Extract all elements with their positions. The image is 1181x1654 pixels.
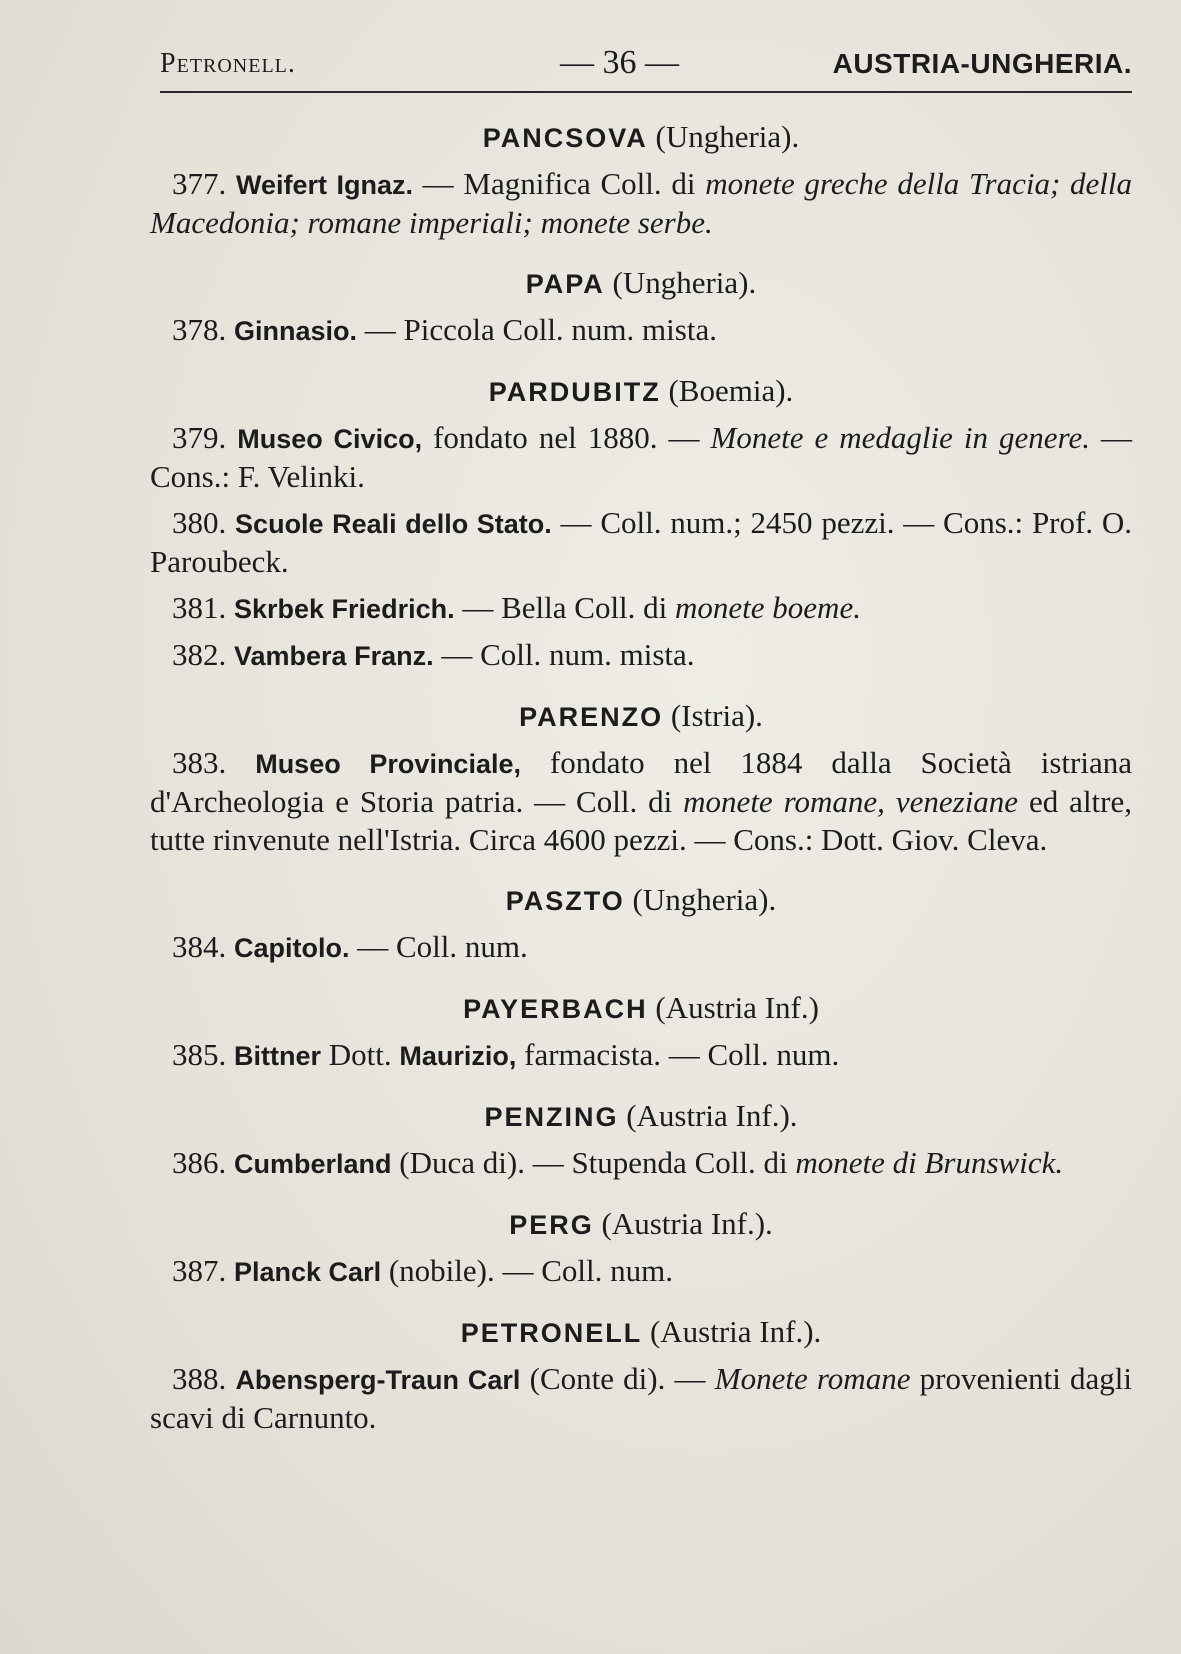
place-name: PARDUBITZ xyxy=(488,377,661,407)
entry-name: Maurizio, xyxy=(399,1041,517,1071)
place-heading xyxy=(150,118,1132,157)
place-region: (Istria). xyxy=(670,698,763,733)
place-name: PERG xyxy=(509,1210,594,1240)
entry-name: Abensperg-Traun Carl xyxy=(235,1365,521,1395)
catalog-entry xyxy=(150,744,1132,859)
entry-name: Scuole Reali dello Stato. xyxy=(235,509,552,539)
place-heading xyxy=(150,1205,1132,1244)
entry-text: — Magnifica Coll. di xyxy=(412,166,706,201)
entry-number: 386. xyxy=(172,1145,227,1180)
entry-name: Skrbek Friedrich. xyxy=(234,594,455,624)
entry-name: Museo Provinciale, xyxy=(255,749,521,779)
entry-text: (Conte di). — xyxy=(520,1361,715,1396)
entry-name: Ginnasio. xyxy=(234,316,358,346)
entry-italic: monete boeme. xyxy=(675,590,861,625)
catalog-entry xyxy=(150,504,1132,581)
entry-text: farmacista. — Coll. num. xyxy=(516,1037,840,1072)
entry-number: 387. xyxy=(172,1253,227,1288)
catalog-entry xyxy=(150,928,1132,967)
entry-name: Weifert Ignaz. xyxy=(235,170,413,200)
entry-number: 384. xyxy=(172,929,227,964)
entry-italic: monete greche della Tracia; della Macedonia; romane imperiali; monete serbe. xyxy=(150,166,1133,240)
place-region: (Austria Inf.). xyxy=(649,1314,822,1349)
place-heading xyxy=(150,697,1132,736)
entry-name: Planck Carl xyxy=(234,1257,382,1287)
entry-number: 380. xyxy=(172,505,227,540)
catalog-entry xyxy=(150,311,1132,350)
catalog-entry xyxy=(150,636,1132,675)
catalog-entry xyxy=(150,419,1132,496)
entry-text: — Piccola Coll. num. mista. xyxy=(357,312,717,347)
entry-name: Bittner xyxy=(234,1041,321,1071)
page-body xyxy=(150,118,1132,1437)
place-heading xyxy=(150,372,1132,411)
place-heading xyxy=(150,1097,1132,1136)
place-region: (Boemia). xyxy=(668,373,794,408)
place-region: (Austria Inf.). xyxy=(626,1098,798,1133)
catalog-entry xyxy=(150,1036,1132,1075)
entry-number: 382. xyxy=(172,637,227,672)
place-heading xyxy=(150,264,1132,303)
entry-number: 378. xyxy=(172,312,227,347)
entry-italic: Monete e medaglie in genere. xyxy=(710,420,1090,455)
entry-text: — Coll. num.; 2450 pezzi. — Cons.: Prof. O. Paroubeck. xyxy=(150,505,1133,579)
entry-text: — Coll. num. xyxy=(349,929,528,964)
place-heading xyxy=(150,881,1132,920)
catalog-entry xyxy=(150,165,1132,242)
place-name: PASZTO xyxy=(505,886,625,916)
place-name: PAYERBACH xyxy=(463,994,648,1024)
entry-text: fondato nel 1884 dalla Società istriana d'Archeologia e Storia patria. — Coll. di xyxy=(150,745,1132,819)
entry-number: 377. xyxy=(172,166,227,201)
entry-text: fondato nel 1880. — xyxy=(422,420,711,455)
entry-name: Museo Civico, xyxy=(237,424,423,454)
entry-number: 381. xyxy=(172,590,227,625)
place-region: (Austria Inf.). xyxy=(601,1206,773,1241)
catalog-entry xyxy=(150,1360,1132,1437)
entry-italic: Monete romane xyxy=(714,1361,911,1396)
entry-text: — Coll. num. mista. xyxy=(433,637,695,672)
catalog-entry xyxy=(150,1252,1132,1291)
place-name: PAPA xyxy=(525,269,605,299)
place-name: PENZING xyxy=(484,1102,619,1132)
place-region: (Austria Inf.) xyxy=(655,990,819,1025)
place-region: (Ungheria). xyxy=(655,119,800,154)
place-name: PARENZO xyxy=(519,702,664,732)
entry-name: Vambera Franz. xyxy=(234,641,434,671)
entry-text: ed altre, tutte rinvenute nell'Istria. Circa 4600 pezzi. — Cons.: Dott. Giov. Cleva. xyxy=(150,784,1133,857)
catalog-entry xyxy=(150,589,1132,628)
place-heading xyxy=(150,1313,1132,1352)
entry-name: Cumberland xyxy=(234,1149,392,1179)
entry-italic: monete di Brunswick. xyxy=(795,1145,1064,1180)
entry-text: — Cons.: F. Velinki. xyxy=(150,420,1133,494)
entry-number: 379. xyxy=(172,420,227,455)
running-head xyxy=(150,40,1132,96)
place-region: (Ungheria). xyxy=(612,265,757,300)
entry-text: — Bella Coll. di xyxy=(454,590,676,625)
catalog-entry xyxy=(150,1144,1132,1183)
entry-name: Capitolo. xyxy=(234,933,350,963)
entry-italic: monete romane, veneziane xyxy=(683,784,1019,819)
entry-text: provenienti dagli scavi di Carnunto. xyxy=(150,1361,1132,1435)
place-heading xyxy=(150,989,1132,1028)
place-name: PANCSOVA xyxy=(482,123,648,153)
page-number: — 36 — xyxy=(560,44,679,81)
entry-number: 383. xyxy=(172,745,227,780)
header-rule xyxy=(160,91,1132,93)
section-title: AUSTRIA-UNGHERIA. xyxy=(832,48,1132,79)
entry-text: Dott. xyxy=(321,1037,400,1072)
place-region: (Ungheria). xyxy=(632,882,777,917)
running-title: Petronell. xyxy=(160,48,296,79)
entry-number: 385. xyxy=(172,1037,227,1072)
page xyxy=(150,40,1132,1437)
place-name: PETRONELL xyxy=(460,1318,643,1348)
entry-number: 388. xyxy=(172,1361,227,1396)
entry-text: (nobile). — Coll. num. xyxy=(381,1253,673,1288)
entry-text: (Duca di). — Stupenda Coll. di xyxy=(391,1145,796,1180)
